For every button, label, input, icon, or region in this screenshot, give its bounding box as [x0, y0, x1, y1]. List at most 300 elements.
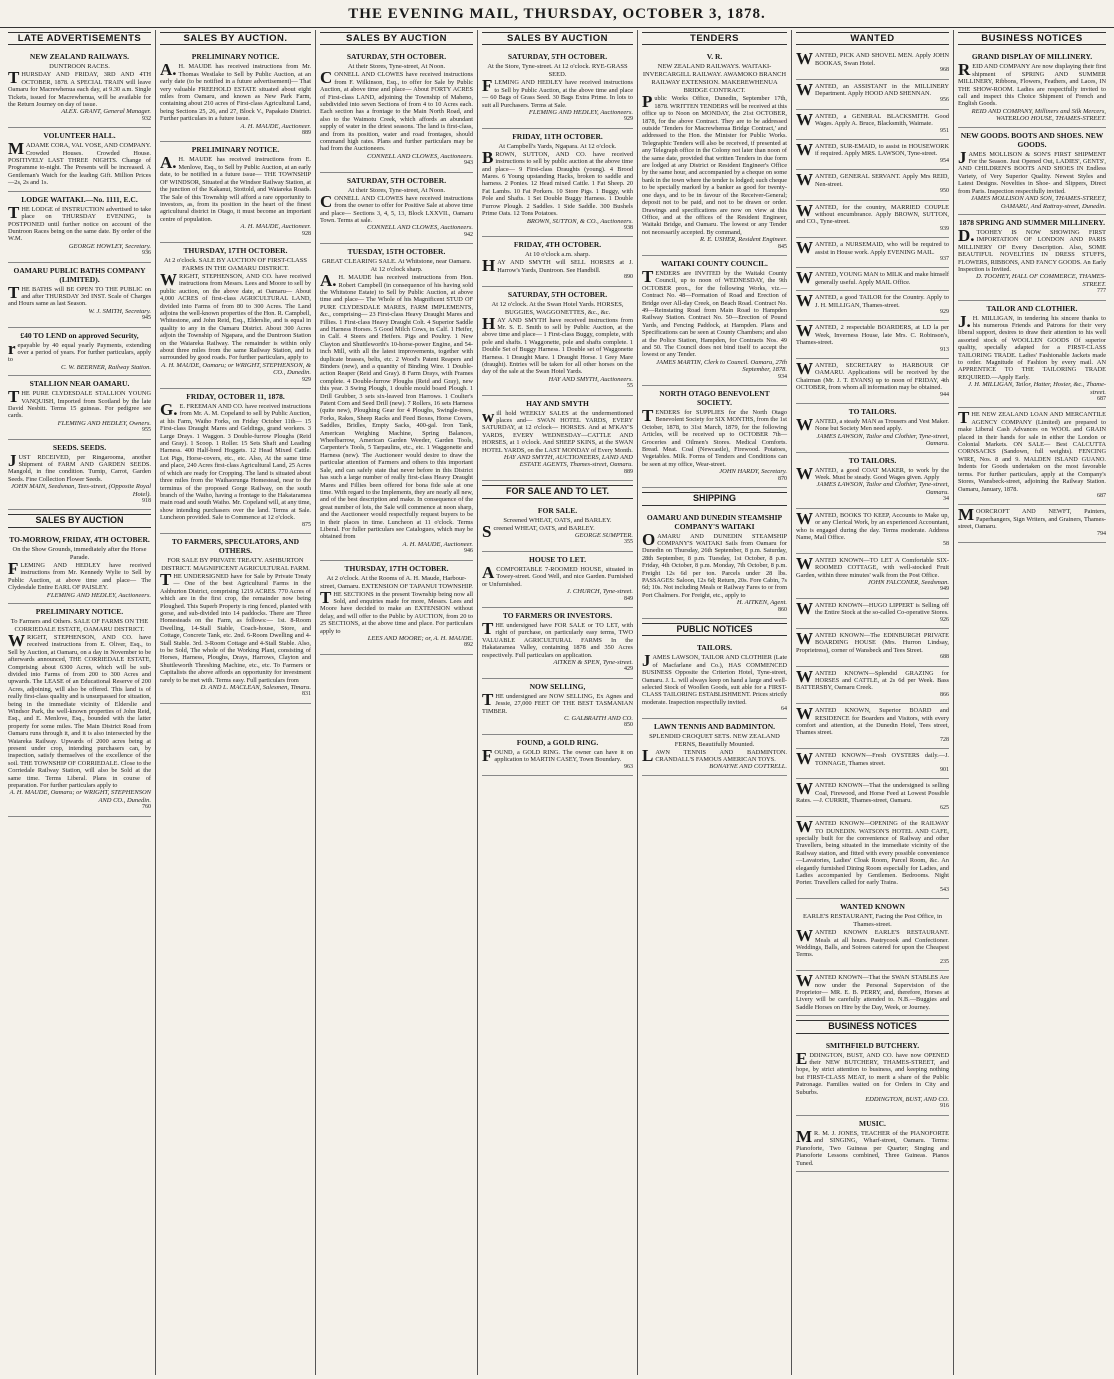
ad-signature: C. GALBRAITH AND CO. [563, 714, 633, 722]
ad-subheading: DUNTROON RACES. [49, 63, 110, 71]
advertisement [482, 735, 633, 776]
advertisement [320, 244, 473, 560]
ad-number: 936 [142, 250, 151, 257]
ad-body-text: OAMARU AND DUNEDIN STEAMSHIP COMPANY'S WAITAKI Sails from Oamaru for Dunedin on Thursday, 26th September, 8 p.m. Saturday, 28th September, 8 p.m. Tuesday, 1st October, 8 p.m. Friday, 4th October, 8 p.m. Monday, 7th October, 8 p.m. Freight 12s 6d per ton. Parcels under 28 lbs. PASSAGES: Saloon, 12s 6d; Return, 20s. Fore Cabin, 7s 6d; 10s. Not including Meals or Railway Fares to or from Port Chalmers. For Freight, etc., apply to [642, 529, 787, 599]
ad-heading: FOUND, a GOLD RING. [516, 737, 599, 747]
ad-signature: JAMES MOLLISON AND SON, THAMES-STREET, OAMARU, And Rattray-street, Dunedin. [970, 195, 1106, 210]
ad-heading: 1878 SPRING AND SUMMER MILLINERY. [959, 217, 1105, 227]
ad-number: 889 [624, 468, 633, 475]
ad-signature: A. H. MAUDE, Oamaru; or WRIGHT, STEPHENSON, & CO., Dunedin. [161, 361, 311, 377]
ad-number: 760 [142, 804, 151, 811]
ad-heading: TO TAILORS. [848, 455, 897, 465]
advertisement [160, 243, 311, 389]
section-header: PUBLIC NOTICES [642, 623, 787, 636]
ad-number: 929 [624, 116, 633, 123]
ad-subheading: At the Store, Tyne-street. At 12 o'clock. RYE-GRASS SEED. [487, 63, 628, 79]
advertisement [320, 561, 473, 655]
advertisement [482, 679, 633, 735]
advertisement [796, 629, 949, 667]
ad-heading: SATURDAY, 5TH OCTOBER. [507, 52, 608, 62]
ad-heading: FOR SALE. [537, 505, 578, 515]
ad-body-text: WRIGHT, STEPHENSON, AND CO. have received instructions from E. Oliver, Esq., to Sell by Auction, at Oamaru, on a day in November to be afterwards announced, THE CORRIEDALE ESTATE, Comprising about 6300 Acres, which will be sub-divided into Farms of from 200 to 300 Acres and upwards. The LEASE of an Educational Reserve of 200 Acres, adjoining, will also be offered. This land is of really first-class quality and is unsurpassed for situation, being in the immediate vicinity of Elderslie and Windsor Park, the well-known properties of John Reid, Esq., and E. Menlove, Esq., bounded with the latter property for some miles. The Main District Road from Oamaru runs through it, and it is also intersected by the Waiareka Railway. Upwards of 2000 acres being at present under crop, intending purchasers can, by inspection, satisfy themselves of the excellence of the soil. THE TOWNSHIP OF CORRIEDALE. Close to the Corriedale Railway Station, will also be Sold at the same time. Terms Liberal. Plans in course of preparation. For further particulars apply to [8, 630, 151, 790]
ad-signature: BONAYNE AND COTTRELL. [709, 763, 787, 771]
ad-number: 55 [627, 383, 633, 390]
column-tenders [638, 30, 792, 1375]
advertisement [796, 599, 949, 629]
advertisement [642, 640, 787, 718]
advertisement [482, 396, 633, 482]
column-late-advertisements [4, 30, 156, 1375]
column-header: SALES BY AUCTION [482, 32, 633, 45]
ad-signature: GEORGE SUMPTER. [574, 532, 633, 540]
section-header: BUSINESS NOTICES [796, 1020, 949, 1033]
advertisement [796, 238, 949, 268]
ad-number: 875 [302, 521, 311, 528]
ad-number: 687 [1097, 492, 1106, 499]
advertisement [796, 170, 949, 200]
advertisement [796, 554, 949, 599]
advertisement [958, 505, 1106, 543]
ad-number: 929 [940, 308, 949, 315]
ad-heading: FRIDAY, OCTOBER 11, 1878. [186, 392, 285, 402]
advertisement [8, 128, 151, 191]
ad-number: 870 [778, 475, 787, 482]
ad-body-text: WANTED KNOWN—TO LET A Comfortable SIX-ROOMED COTTAGE, with well-stocked Fruit Garden, within three minutes' walk from the Post Office. [796, 553, 949, 579]
ad-body-text: THE undersigned are NOW SELLING, Ex Agnes and Jessie, 27,000 FEET OF THE BEST TASMANIAN TIMBER. [482, 689, 633, 715]
advertisement [482, 287, 633, 396]
ad-number: 968 [940, 67, 949, 74]
ad-body-text: G.E. FREEMAN AND CO. have received instructions from Mr. A. M. Copeland to sell by Public Auction, at his Farm, Waiho Forks, on Friday October 11th— 15 First-class Draught Mares and Geldings, grand workers. 3 Large Drays. 1 Waggon. 3 Double-furrow Ploughs (Reid and Gray). 1 Scoop. 1 Roller. 15 Sets Shaft and Leading Harness. 400 Half-bred Hoggets. 12 Head Mixed Cattle. Lot Pigs, Horse-covers, etc., etc. Also, At the same time and place, 240 Acres first-class Agricultural Land, 25 Acres of which are ready for Cropping. The land is situated about three miles from the Waihaorunga Homestead, near to the terminus of the proposed Gorge Railway, on the south branch of the Waiho, having a frontage to the Hakataramea main road and south Waiho. Mr. Copeland will, at any time, show intending purchasers over the land. Terms at Sale. Luncheon provided. Sale to Commence at 12 o'clock. [160, 400, 311, 522]
ad-signature: FLEMING AND HEDLEY, Auctioneers. [528, 109, 633, 117]
advertisement [796, 291, 949, 321]
ad-body-text: repayable by 40 equal yearly Payments, extending over a period of years. For further particulars, apply to [8, 338, 151, 364]
advertisement [958, 301, 1106, 409]
advertisement [796, 817, 949, 899]
ad-number: 950 [940, 188, 949, 195]
advertisement [796, 359, 949, 404]
advertisement [796, 140, 949, 170]
ad-body-text: J.H. MILLIGAN, in tendering his sincere thanks to his numerous Friends and Patrons for their very liberal support, desires to draw their attention to his well assorted stock of WOOLLEN GOODS Of superior quality, specially adapted for a FIRST-CLASS TAILORING TRADE. Ladies' Fashionable Jackets made to order. Magnitude of Fashion by every mail. AN APPRENTICE TO THE TAILORING TRADE REQUIRED.—Apply Early. [958, 311, 1106, 381]
ad-heading: THURSDAY, 17TH OCTOBER. [344, 563, 449, 573]
advertisement [642, 719, 787, 776]
ad-signature: A. H. MAUDE, Oamaru; or WRIGHT, STEPHENSON AND CO., Dunedin. [9, 789, 151, 804]
ad-body-text: THE PURE CLYDESDALE STALLION YOUNG VANQUISH, Imported from Scotland by the late David Nesbitt. Terms 15 guineas. For pedigree see cards. [8, 387, 151, 420]
ad-body-text: JAMES MOLLISON & SON'S FIRST SHIPMENT For the Season. Just Opened Out, LADIES', GENTS', AND CHILDREN'S BOOTS AND SHOES IN Endless Variety, of Very Superior Quality. Newest Styles and Latest Designs. Novelties in Shoe- and Slippers, Direct from Paris. Inspection respectfully invited. [958, 147, 1106, 195]
ad-heading: NORTH OTAGO BENEVOLENT SOCIETY. [659, 389, 770, 408]
advertisement [796, 201, 949, 239]
ad-subheading: At their Stores, Tyne-street, At Noon. [347, 186, 446, 194]
ad-signature: GEORGE HOWLEY, Secretary. [68, 242, 151, 250]
advertisement [796, 110, 949, 140]
advertisement [796, 1116, 949, 1172]
ad-signature: EDDINGTON, BUST, AND CO. [865, 1096, 949, 1104]
ad-heading: PRELIMINARY NOTICE. [35, 606, 124, 616]
ad-body-text: THURSDAY AND FRIDAY, 3RD AND 4TH OCTOBER, 1878. A SPECIAL TRAIN will leave Oamaru for Macrewhenua each day, at 9.30 a.m. Single Tickets, issued for Macrewhenua, will be available for the Return Journey on day of issue. [8, 68, 151, 109]
ad-number: 625 [940, 804, 949, 811]
ad-number: 942 [464, 231, 473, 238]
advertisement [796, 779, 949, 817]
ad-body-text: WANTED, for the country, MARRIED COUPLE without encumbrance. Apply BROWN, SUTTON, and CO., Tyne-street. [796, 200, 949, 226]
ad-heading: LODGE WAITAKI.—No. 1111, E.C. [21, 194, 138, 204]
advertisement [482, 237, 633, 286]
advertisement [482, 49, 633, 128]
ad-signature: AITKEN & SPEN, Tyne-street. [553, 658, 633, 666]
ad-body-text: will hold WEEKLY SALES at the undermentioned places and— SWAN HOTEL YARDS, EVERY SATURDAY, at 12 o'clock— HORSES. And at M'KAY'S YARDS, EVERY WEDNESDAY—CATTLE AND HORSES, at 1 o'clock. And SHEEP SKINS, at the SWAN HOTEL YARDS, on the LAST MONDAY of Every Month. [482, 406, 633, 454]
ad-signature: CONNELL AND CLOWES, Auctioneers. [367, 224, 473, 232]
ad-number: 235 [940, 958, 949, 965]
advertisement [8, 263, 151, 328]
ad-signature: A. H. MAUDE, Auctioneer. [240, 122, 311, 130]
advertisement [482, 552, 633, 608]
ad-signature: ALEX. GRANT, General Manager. [61, 108, 151, 116]
advertisement [796, 971, 949, 1016]
masthead [0, 0, 1114, 28]
ad-body-text: WANTED KNOWN—That the undersigned is selling Coal, Firewood, and Horse Feed at Lowest Possible Rates. —J. CURRIE, Thames-street, Oamaru. [796, 779, 949, 805]
advertisement [642, 510, 787, 619]
ad-body-text: WANTED, a GENERAL BLACKSMITH. Good Wages. Apply A. Bruce, Blacksmith, Waimate. [796, 109, 949, 129]
ad-body-text: MADAME CORA, VAL VOSE, AND COMPANY. Crowded Houses. Crowded House. POSITIVELY LAST THREE NIGHTS. Change of Programme to-night. The Presents will be increased. A Gentleman's Watch for the leading Gift. Million Prices—2s, 2s and 1s. [8, 139, 151, 187]
ad-body-text: CONNELL AND CLOWES have received instructions from the owner to offer for Positive Sale at above time and place— Sections 3, 4, 5, 13, Block LXXVII., Oamaru Town. Terms at sale. [320, 191, 473, 224]
ad-body-text: A.H. MAUDE has received instructions from Hon. Robert Campbell (in consequence of his having sold the Whitstone Estate) to Sell by Public Auction, at above time and place— The Whole of his Magnificent STUD OF PURE CLYDESDALE MARES, FARM IMPLEMENTS, &c., comprising— 23 First-class Heavy Draught Mares and Fillies. 1 First-class Heavy Draught Colt. 4 Superior Saddle and Harness Horses. 5 Good Milch Cows, in Calf. 1 Heifer, in Calf. 4 Steers and Heifers. Pigs and Poultry. 1 New Clayton and Shuttleworth's 10-horse-power Engine, and 54-inch Mill, with all the latest improvements, together with duplicate brasses, belts, etc. 2 Wood's Patent Reapers and Binders (new), and a quantity of Binding Wire. 1 Double-action Reaper (Reid and Gray). 8 Farm Drays, with Frames complete. 4 Double-furrow Ploughs (Reid and Gray), new this year. 3 Swing Plough, 1 double mould board Plough. 1 Drill Grubber, 3 sets six-leaved Iron Harrows. 1 Coulter's Patent Corn and Seed Drill (new). 7 Rollers, 16 sets Harness (quite new), Ploughing Gear for 4 Ploughs, Swingle-trees, Forks, Rakes, Sheep Racks and Feed Boxes, Horse Covers, Saddles, Bridles, Empty Sacks, 400-gal. Iron Tank, American Weighing Machine, Spring Balances, Wheelbarrow, American Garden Weeder, Garden Tools, Carpenter's Tools, 5 Tarpaulins, etc., etc. 1 Waggonette and Harness (new). The Auctioneer would desire to draw the particular attention of Farmers and others to this important Sale, and can safely state that never before in this District has such a large number of really first-class Heavy Draught Mares and Fillies been offered for bona fide sale at one time. With regard to the Implements, they are nearly all new, and of the best description and make. In consequence of the great number of lots, the Sale will commence at noon sharp, and the Auctioneer would respectfully request buyers to be in their places in time. Luncheon at 11 o'clock. Terms Liberal. For fuller particulars see Catalogues, which may be obtained from [320, 271, 473, 541]
ad-heading: PRELIMINARY NOTICE. [191, 52, 280, 62]
ad-heading: TO FARMERS OR INVESTORS. [502, 610, 613, 620]
ad-number: 58 [943, 541, 949, 548]
ad-body-text: WANTED, PICK AND SHOVEL MEN. Apply JOHN BOOKAS, Swan Hotel. [796, 49, 949, 69]
ad-heading: £40 TO LEND on approved Security, [20, 330, 139, 340]
advertisement [642, 386, 787, 488]
ad-number: 955 [142, 427, 151, 434]
ad-heading: NEW GOODS. BOOTS AND SHOES. NEW GOODS. [960, 130, 1104, 149]
ad-number: 543 [940, 886, 949, 893]
advertisement [958, 128, 1106, 215]
advertisement [642, 49, 787, 256]
ad-heading: FRIDAY, 4TH OCTOBER. [513, 240, 602, 250]
ad-heading: FRIDAY, 11TH OCTOBER. [512, 131, 603, 141]
ad-body-text: WANTED, a good COAT MAKER, to work by the Week. Must be steady. Good Wages given. Apply [796, 463, 949, 483]
ad-number: 849 [624, 595, 633, 602]
ad-number: 954 [940, 157, 949, 164]
ad-number: 845 [778, 243, 787, 250]
ad-number: 929 [302, 376, 311, 383]
advertisement [796, 404, 949, 453]
ad-signature: REID AND COMPANY, Milliners and Silk Mercers, WATERLOO HOUSE, THAMES-STREET. [971, 107, 1106, 123]
advertisement [796, 704, 949, 749]
ad-subheading: At 10 o'clock a.m. sharp. [525, 251, 590, 259]
ad-heading: HOUSE TO LET. [529, 554, 586, 564]
ad-body-text: Screened WHEAT, OATS, and BARLEY. [482, 521, 595, 541]
column-wanted [792, 30, 954, 1375]
column-business-notices [954, 30, 1110, 1375]
ad-heading: SATURDAY, 5TH OCTOBER. [346, 175, 447, 185]
ad-body-text: EDDINGTON, BUST, AND CO. have now OPENED their NEW BUTCHERY, THAMES-STREET, and hope, by strict attention to business, and keeping nothing but FIRST-CLASS MEAT, to merit a share of the Public Patronage. Families waited on for Orders in City and Suburbs. [796, 1048, 949, 1096]
ad-number: 860 [778, 606, 787, 613]
ad-body-text: WANTED, a good TAILOR for the Country. Apply to J. H. MILLIGAN, Thames-street. [796, 291, 949, 311]
ad-number: 831 [302, 691, 311, 698]
ad-body-text: WANTED KNOWN—That the SWAN STABLES Are now under the Personal Supervision of the Proprietor— MR. E. B. PERRY, and, therefore, Horses at Livery will be carefully attended to. N.B.—Buggies and Saddle Horses on Hire by the Day, Week, or Journey. [796, 971, 949, 1011]
column-header: BUSINESS NOTICES [958, 32, 1106, 45]
ad-heading: TAILORS. [696, 643, 733, 653]
ad-body-text: WRIGHT, STEPHENSON, AND CO. have received instructions from Messrs. Lees and Moore to sell by public auction, on the above date, at Oamaru— About 4,000 ACRES of first-class AGRICULTURAL LAND, divided into Farms of from 80 to 300 Acres. The Land adjoins the well-known properties of the Hon. R. Campbell, Whitestone, and John Reid, Esq., Elderslie, and is equal in quality to any in the Oamaru District. About 300 Acres adjoin the Township of Ngapara, and the Duntroon Station on the Waiareka Railway. The remainder is within only about three miles from the same Railway Station, and is surrounded by good roads. For further particulars, apply to [160, 269, 311, 362]
ad-signature: BROWN, SUTTON, & CO., Auctioneers. [526, 217, 633, 225]
ad-body-text: A.H. MAUDE has received instructions from E. Menlove, Esq., to Sell by Public Auction, at an early date, to be notified in a future issue— THE TOWNSHIP OF WINDSOR, Situated at the Windsor Railway Station, at the junction of the Kakanui, Stottold, and Waiareka Roads. The Sale of this Township will afford a rare opportunity to investors, as, from its position in the heart of the finest agricultural district in Otago, it must become an important centre of population. [160, 153, 311, 223]
ad-signature: R. E. USHER, Resident Engineer. [699, 236, 787, 244]
advertisement [958, 408, 1106, 505]
advertisement [796, 1038, 949, 1116]
ad-number: 956 [940, 97, 949, 104]
ad-body-text: REID AND COMPANY Are now displaying their first shipment of SPRING AND SUMMER MILLINERY, Ribbons, Flowers, Feathers, and Laces, IN THE SHOW-ROOM. Ladies are respectfully invited to call and inspect this Choice Shipment of French and English Goods. [958, 60, 1106, 108]
advertisement [320, 49, 473, 172]
column-sales-by-auction-1 [156, 30, 316, 1375]
ad-signature: HAY AND SMYTH, Auctioneers. [548, 375, 633, 383]
ad-number: 901 [940, 767, 949, 774]
ad-number: 794 [1097, 530, 1106, 537]
ad-body-text: THE UNDERSIGNED have for Sale by Private Treaty— One of the best Agricultural Farms in the Ashburton District, comprising 1219 ACRES. 770 Acres of which are in the first crop, the remainder now being Ploughed. This Superb Property is ring fenced, planted with gorse, and sub-divided into 14 paddocks. There are Three Homesteads on the Farm, as follows:— 1st. 8-Room Dwelling, 14-Stall Stable, Coach-house, Store, and Cottage, Concrete Tank, etc. 2nd. 6-Room Dwelling and 4-Stall Stable. 3rd. 3-Room Cottage and 4-Stall Stable. Also, to be Sold, The whole of the Working Plant, consisting of Horses, Harness, Ploughs, Drays, Harrows, Clayton and Shuttleworth Threshing Machine, etc., etc. To Farmers or Capitalists the above affords an opportunity for investment rarely to be met with. Terms easy. Full particulars from [160, 569, 311, 684]
ad-heading: TO-MORROW, FRIDAY, 4TH OCTOBER. [9, 534, 150, 544]
ad-number: 926 [940, 616, 949, 623]
ad-signature: J. CHURCH, Tyne-street. [566, 588, 633, 596]
advertisement [958, 215, 1106, 301]
ad-signature: A. H. MAUDE, Auctioneer. [402, 540, 473, 548]
ad-signature: LEES AND MOORE; or, A. H. MAUDE. [367, 635, 473, 642]
ad-subheading: Screened WHEAT, OATS, and BARLEY. [503, 516, 612, 524]
ad-signature: JOHN FALCONER, Seedsman. [867, 578, 949, 586]
ad-body-text: BROWN, SUTTON, AND CO. have received instructions to sell by public auction at the above time and place— 9 First-class Draughts (young). 4 Brood Mares. 6 Young upstanding Hacks, broken to saddle and harness. 2 Ponies. 12 Head mixed Cattle. 1 Fat Sheep. 20 Fat Lambs. 10 Fat Porkers. 10 Store Pigs. 1 Buggy, with Pole and Shafts. 1 Set Double Buggy Harness. 1 Double Furrow Plough. 2 Saddles. 1 Side Saddle. 300 Bushels Prime Oats. 12 Tons Potatoes. [482, 147, 633, 218]
column-sales-by-auction-2 [316, 30, 478, 1375]
advertisement [796, 509, 949, 554]
ad-signature: D. TOOHEY, HALL OF COMMERCE, THAMES-STREET. [976, 273, 1106, 288]
ad-number: 943 [464, 160, 473, 167]
ad-heading: PRELIMINARY NOTICE. [191, 145, 280, 155]
advertisement [482, 608, 633, 679]
ad-body-text: TENDERS for SUPPLIES for the North Otago Benevolent Society for SIX MONTHS, from the 1st October, 1878, to 31st March, 1879, for the following Articles, will be received up to OCTOBER 7th— Groceries and Oilmen's Stores. Medical Comforts. Bread. Meat. Coal (Newcastle), Firewood. Potatoes, Vegetables. Milk. Forms of Tenders and Conditions can be seen at my office, Wear-street. [642, 406, 787, 468]
ad-subheading: At 12 o'clock. At the Swan Hotel Yards. HORSES, BUGGIES, WAGGONETTES, &c., &c. [491, 300, 624, 316]
ad-number: 687 [1097, 396, 1106, 403]
ad-signature: H. AITKEN, Agent. [736, 599, 787, 607]
ad-heading: MUSIC. [859, 1118, 886, 1128]
ad-number: 64 [781, 706, 787, 713]
advertisement [160, 389, 311, 534]
ad-body-text: THE NEW ZEALAND LOAN AND MERCANTILE AGENCY COMPANY (Limited) are prepared to make Liberal Cash Advances on WOOL and GRAIN placed in their hands for sale in either the London or Colonial Markets. ON SALE— Best CALCUTTA CORNSACKS (Sandown, full weights). FENCING WIRE, Nos. 8 and 9. MALDEN ISLAND GUANO. Indents for Goods undertaken on the most favorable terms. For further particulars, apply at the Company's Stores, Wansbeck-street, adjoining the Railway Station. Oamaru, January, 1878. [958, 408, 1106, 493]
advertisement [8, 440, 151, 511]
advertisement [160, 534, 311, 704]
ad-signature: JOHN HARDY, Secretary. [719, 468, 787, 476]
ad-subheading: At 2 o'clock. SALE BY AUCTION OF FIRST-CLASS FARMS IN THE OAMARU DISTRICT. [164, 256, 307, 272]
ad-number: 728 [940, 736, 949, 743]
ad-body-text: CONNELL AND CLOWES have received instructions from F. Wilkinson, Esq., to offer for Sale by Public Auction, at above time and place— About FORTY ACRES of First-class LAND, adjoining the Township of Maheno, subdivided into seven Sections of from 4 to 10 Acres each. Each section has a frontage to the Main North Road, and also to the Waimotu Creek, which affords an abundant supply of water in the driest seasons. The land is first-class, and from its position, water and road frontages, should command high rates. Plans and further particulars may be had from the Auctioneers. [320, 68, 473, 153]
advertisement [482, 503, 633, 552]
ad-body-text: WANTED KNOWN, Superior BOARD and RESIDENCE for Boarders and Visitors, with every comfort and attention, at the Dunedin Hotel, Tees street, Thames street. [796, 704, 949, 737]
ad-body-text: MOORCROFT AND NEWFT, Painters, Paperhangers, Sign Writers, and Grainers, Thames-street, Oamaru. [958, 505, 1106, 531]
ad-heading: HAY AND SMYTH [526, 398, 589, 408]
ad-signature: HAY AND SMYTH, AUCTIONEERS, LAND AND ESTATE AGENTS, Thames-street, Oamaru. [503, 454, 633, 469]
column-header: LATE ADVERTISEMENTS [8, 32, 151, 45]
ad-heading: SEEDS. SEEDS. [52, 442, 107, 452]
advertisement [320, 173, 473, 244]
ad-signature: JOHN MAIN, Seedsman, Tees-street, (Opposite Royal Hotel). [11, 483, 151, 498]
ad-body-text: JAMES LAWSON, TAILOR AND CLOTHIER (Late of Macfarlane and Co.), HAS COMMENCED BUSINESS Opposite the Criterion Hotel, Tyne-street, Oamaru. J. L. will always keep on hand a large and well-selected Stock of Woollen Goods, suit able for a FIRST-CLASS TAILORING ESTABLISHMENT. Prices strictly moderate. Inspection respectfully invited. [642, 651, 787, 706]
ad-number: 429 [624, 666, 633, 673]
section-header: SALES BY AUCTION [8, 514, 151, 527]
ad-body-text: WANTED KNOWN—HUGO LIPPERT is Selling off the Entire Stock at the so-called Co-operative Stores. [796, 598, 949, 618]
advertisement [796, 899, 949, 971]
ad-signature: JAMES MARTIN, Clerk to Council. Oamaru, 27th September, 1878. [656, 358, 787, 374]
ad-heading: STALLION NEAR OAMARU. [29, 379, 130, 389]
ad-number: 889 [302, 130, 311, 137]
advertisement [482, 129, 633, 237]
ad-number: 937 [940, 255, 949, 262]
ad-subheading: At 2 o'clock. At the Rooms of A. H. Maude, Harbour-street, Oamaru. EXTENSION OF TAPANUI TOWNSHIP. [320, 574, 473, 590]
advertisement [796, 49, 949, 79]
ad-subheading: At Campbell's Yards, Ngapara. At 12 o'clock. [498, 142, 617, 150]
advertisement [8, 49, 151, 128]
ad-signature: A. H. MAUDE, Auctioneer. [240, 223, 311, 231]
ad-number: 777 [1097, 288, 1106, 295]
advertisement [796, 749, 949, 779]
ad-body-text: WANTED, an ASSISTANT in the MILLINERY Department. Apply HOOD AND SHENNAN. [796, 79, 949, 99]
ad-body-text: THE SECTIONS in the present Township being now all Sold, and enquiries made for more, Messrs. Lees and Moore have decided to make an EXTENSION without delay, and will offer to the Public by AUCTION, from 20 to 25 SECTIONS, at the above time and place. For particulars apply to [320, 587, 473, 635]
ad-body-text: THE undersigned have FOR SALE or TO LET, with right of purchase, on particularly easy terms, TWO VALUABLE AGRICULTURAL FARMS In the Hakataramea Valley, containing 1878 and 350 Acres respectively. Full particulars on application. [482, 618, 633, 659]
ad-heading: TO TAILORS. [848, 407, 897, 417]
ad-body-text: WANTED KNOWN—OPENING of the RAILWAY TO DUNEDIN. WATSON'S HOTEL AND CAFE, specially built for the convenience of Railway and other Travellers, being situated in the immediate vicinity of the Railway station, and fitted with every possible convenience—Lavatories, Ladies' Cloak Room, Parcel Room, &c. An elegantly furnished Dining Room especially for Ladies, and Ladies accompanied by Gentlemen. Bedrooms. Night Porter. Travellers called for early Trains. [796, 817, 949, 887]
ad-heading: TUESDAY, 15TH OCTOBER. [347, 247, 446, 257]
ad-body-text: HAY AND SMYTH will SELL HORSES at J. Harrow's Yards, Duntroon. See Handbill. [482, 256, 633, 276]
ad-body-text: JUST RECEIVED, per Ringarooma, another Shipment of FARM AND GARDEN SEEDS. Mangold, in fine condition. Turnip, Carrot, Garden Seeds. Fine Collection Flower Seeds. [8, 450, 151, 483]
advertisement [8, 328, 151, 377]
ad-number: 944 [940, 391, 949, 398]
advertisement [796, 80, 949, 110]
ad-body-text: FLEMING AND HEDLEY have received instructions to Sell by Public Auction, at the above time and place— 60 Bags of Grass Seed. 30 Bags Extra Prime. In lots to suit all Purchasers. Terms at Sale. [482, 76, 633, 109]
advertisement [796, 667, 949, 705]
ad-body-text: D.TOOHEY IS NOW SHOWING FIRST IMPORTATION OF LONDON AND PARIS MILLINERY OF Every Description. Also, SOME BEAUTIFUL NOVELTIES IN DRESS STUFFS, FLOWERS, RIBBONS, AND FANCY GOODS. An Early Inspection is Invited. [958, 225, 1106, 273]
ad-heading: V. R. [706, 52, 723, 62]
ad-number: 928 [302, 230, 311, 237]
ad-heading: THURSDAY, 17TH OCTOBER. [183, 245, 288, 255]
ad-subheading: GREAT CLEARING SALE. At Whitstone, near Oamaru. At 12 o'clock sharp. [321, 258, 472, 274]
ad-number: 916 [940, 1103, 949, 1110]
ad-number: 688 [940, 654, 949, 661]
advertisement [642, 256, 787, 386]
ad-signature: W. J. SMITH, Secretary. [88, 307, 151, 315]
ad-heading: WAITAKI COUNTY COUNCIL. [661, 258, 768, 268]
ad-heading: TAILOR AND CLOTHIER. [986, 303, 1078, 313]
ad-body-text: A.H. MAUDE has received instructions from Mr. Thomas Westlake to Sell by Public Auction, at an early date (to be notified in a future advertisement)— That very valuable FREEHOLD ESTATE situated about eight miles from Oamaru, and known as New Park Farm, containing about 210 acres of First-class Agricultural Land, being Sections 25, 26, and 27, Block V., Papakaio District. Further particulars in a future issue. [160, 60, 311, 123]
ad-body-text: TENDERS are INVITED by the Waitaki County Council, up to noon of WEDNESDAY, the 9th OCTOBER prox., for the following Works, viz.— Contract No. 48—Formation of Road and Erection of Bridge over All-day Creek, on Beach Road. Contract No. 49—Reinstating Road from Main Road to Hampden Railway Station. Contract No. 50—Erection of Pound Yards, and Fencing Paddock, at Hampden. Plans and Specifications can be seen at County Chambers; and also at the Police Station, Hampden, for Contracts Nos. 49 and 50. The Council does not bind itself to accept the lowest or any Tender. [642, 266, 787, 359]
ad-body-text: MR. M. J. JONES, TEACHER of the PIANOFORTE and SINGING, Wharf-street, Oamaru. Terms: Pianoforte, Two Guineas per Quarter; Singing and Pianoforte Lessons combined, Three Guineas. Pianos Tuned. [796, 1126, 949, 1167]
ad-signature: FLEMING AND HEDLEY, Owners. [57, 419, 151, 427]
ad-number: 946 [464, 548, 473, 555]
ad-body-text: WANTED KNOWN EARLE'S RESTAURANT. Meals at all hours. Pastrycook and Confectioner. Weddings, Balls, and Soirees catered for upon the Cheapest Terms. [796, 926, 949, 959]
ad-body-text: THE BATHS will BE OPEN TO THE PUBLIC on and after THURSDAY 3rd INST. Scale of Charges and Hours same as last Season. [8, 282, 151, 308]
ad-body-text: WANTED, a NURSEMAID, who will be required to assist in House work. Apply EVENING MAIL. [796, 238, 949, 258]
ad-heading: NOW SELLING, [529, 681, 586, 691]
section-header: FOR SALE AND TO LET. [482, 485, 633, 498]
ad-body-text: WANTED KNOWN—Splendid GRAZING for HORSES and CATTLE, at 2s 6d per Week. Bass BATTERSBY, Oamaru Creek. [796, 666, 949, 692]
ad-number: 355 [624, 539, 633, 546]
ad-number: 866 [940, 691, 949, 698]
advertisement [958, 49, 1106, 127]
column-header: TENDERS [642, 32, 787, 45]
ad-heading: SATURDAY, 5TH OCTOBER. [507, 289, 608, 299]
ad-subheading: On the Show Grounds, immediately after the Horse Parade. [12, 545, 147, 561]
advertisement [796, 453, 949, 509]
ad-body-text: WANTED, SECRETARY to HARBOUR OF OAMARU. Applications will be received by the Chairman (Mr. J. T. EVANS) up to noon of FRIDAY, 4th OCTOBER, from whom all information may be obtained. [796, 359, 949, 392]
ad-heading: OAMARU AND DUNEDIN STEAMSHIP COMPANY'S WAITAKI [646, 512, 783, 531]
ad-number: 945 [142, 315, 151, 322]
ad-heading: LAWN TENNIS AND BADMINTON. [654, 721, 775, 731]
ad-number: 892 [464, 642, 473, 649]
column-sales-by-auction-3 [478, 30, 638, 1375]
ad-number: 850 [624, 722, 633, 729]
ad-subheading: FOR SALE BY PRIVATE TREATY. ASHBURTON DISTRICT. MAGNIFICENT AGRICULTURAL FARM. [161, 556, 310, 572]
columns-container [4, 30, 1110, 1375]
ad-body-text: WANTED, a steady MAN as Trousers and Vest Maker. None but Society Men need apply. [796, 415, 949, 435]
advertisement [8, 604, 151, 817]
ad-body-text: WANTED, BOOKS TO KEEP, Accounts to Make up, or any Clerical Work, by an experienced Accountant, who is engaged during the day. Terms moderate. Address Name, Mail Office. [796, 508, 949, 541]
ad-body-text: WANTED, SUR-EMAID, to assist in HOUSEWORK if required. Apply MRS. LAWSON, Tyne-street. [796, 140, 949, 160]
ad-body-text: FLEMING AND HEDLEY have received instructions from Mr. Kennedy Wylie to Sell by Public Auction, at above time and place— The Clydesdale Entire EARL OF PAISLEY. [8, 558, 151, 592]
ad-body-text: ACOMFORTABLE 7-ROOMED HOUSE, situated in Towey-street. Good Well, and nice Garden. Furnished or Unfurnished. [482, 562, 633, 588]
ad-number: 932 [142, 115, 151, 122]
ad-number: 934 [778, 373, 787, 380]
ad-body-text: WANTED KNOWN—The EDINBURGH PRIVATE BOARDING HOUSE (Mrs. Hurron Lindsay, Proprietress), corner of Wansbeck and Tees Street. [796, 628, 949, 654]
advertisement [8, 192, 151, 263]
ad-heading: SATURDAY, 5TH OCTOBER. [346, 52, 447, 62]
ad-number: 918 [142, 498, 151, 505]
advertisement [160, 142, 311, 242]
ad-number: 949 [940, 586, 949, 593]
masthead-title: THE EVENING MAIL, THURSDAY, OCTOBER 3, 1878. [348, 6, 766, 22]
ad-signature: J. H. MILLIGAN, Tailor, Hatter, Hosier, &c., Thame-street. [968, 381, 1106, 396]
ad-heading: VOLUNTEER HALL. [43, 131, 116, 141]
ad-body-text: WANTED, YOUNG MAN to MILK and make himself generally useful. Apply MAIL Office. [796, 268, 949, 288]
advertisement [8, 532, 151, 604]
ad-signature: C. W. BEERNER, Railway Station. [60, 363, 151, 371]
section-header: SHIPPING [642, 492, 787, 505]
column-header: SALES BY AUCTION. [160, 32, 311, 45]
ad-signature: CONNELL AND CLOWES, Auctioneers. [367, 152, 473, 160]
ad-heading: GRAND DISPLAY OF MILLINERY. [971, 52, 1093, 62]
ad-body-text: WANTED, GENERAL SERVANT. Apply Mrs REID, Nen-street. [796, 170, 949, 190]
ad-heading: TO FARMERS, SPECULATORS, AND OTHERS. [171, 536, 300, 555]
ad-number: 938 [624, 224, 633, 231]
ad-subheading: EARLE'S RESTAURANT, Facing the Post Office, in Thames-street. [802, 913, 943, 929]
ad-signature: JAMES LAWSON, Tailor and Clothier, Tyne-street, Oamaru. [816, 481, 949, 496]
ad-body-text: THE LODGE of INSTRUCTION advertised to take place on THURSDAY EVENING, is POSTPONED until further notice on account of the Duntroon Races being on the same date. By order of the W.M. [8, 202, 151, 243]
ad-subheading: To Farmers and Others. SALE OF FARMS ON THE CORRIEDALE ESTATE, OAMARU DISTRICT. [10, 617, 149, 633]
column-header: SALES BY AUCTION [320, 32, 473, 45]
ad-number: 951 [940, 127, 949, 134]
ad-number: 939 [940, 225, 949, 232]
advertisement [796, 321, 949, 359]
ad-heading: NEW ZEALAND RAILWAYS. [29, 52, 130, 62]
ad-signature: FLEMING AND HEDLEY, Auctioneers. [46, 591, 151, 599]
ad-number: 913 [940, 346, 949, 353]
ad-heading: SMITHFIELD BUTCHERY. [825, 1040, 920, 1050]
ad-body-text: WANTED KNOWN—Fresh OYSTERS daily.—J. TONNAGE, Thames street. [796, 749, 949, 769]
ad-signature: JAMES LAWSON, Tailor and Clothier, Tyne-street, Oamaru. [816, 432, 949, 448]
ad-signature: D. AND L. MACLEAN, Salesmen, Timaru. [200, 684, 311, 692]
ad-number: 963 [624, 763, 633, 770]
ad-heading: OAMARU PUBLIC BATHS COMPANY (LIMITED). [13, 265, 146, 284]
ad-number: 890 [624, 274, 633, 281]
ad-body-text: Public Works Office, Dunedin, September 17th, 1878. WRITTEN TENDERS will be received at this office up to Noon on MONDAY, the 21st OCTOBER, 1878, for the above Contract. They are to be addressed outside 'Tenders for Macrewhenua Bridge Contract,' and addressed to the Hon. the Minister for Public Works. Telegraphic Tenders will also be received, if presented at any Telegraph office in the Colony not later than noon of the same date, provided that written Tenders in due form are lodged at any District or Resident Engineer's Office by the same hour, and accompanied by a cheque on some bank in the town where the tender is lodged; such cheque to be specially marked by a banker as good for twenty-one days, and to be in favour of the Receiver-General; deposit not to be paid, and not to be drawn or order. Drawings and specifications are now on view at this Office, and at the offices of the Resident Engineer, Waitaki Bridge, and Oamaru. The lowest or any Tender not necessarily accepted. By command, [642, 92, 787, 236]
ad-body-text: LAWN TENNIS AND BADMINTON. CRANDALL'S FAMOUS AMERICAN TOYS. [642, 745, 787, 765]
advertisement [160, 49, 311, 142]
ad-number: 34 [943, 496, 949, 503]
ad-body-text: WANTED, 2 respectable BOARDERS, at LD la per Week, Inverness House, late Mrs. C. Robinson's, Thames-street. [796, 321, 949, 347]
ad-subheading: At their Stores, Tyne-street, At Noon. [347, 63, 446, 71]
advertisement [796, 268, 949, 291]
